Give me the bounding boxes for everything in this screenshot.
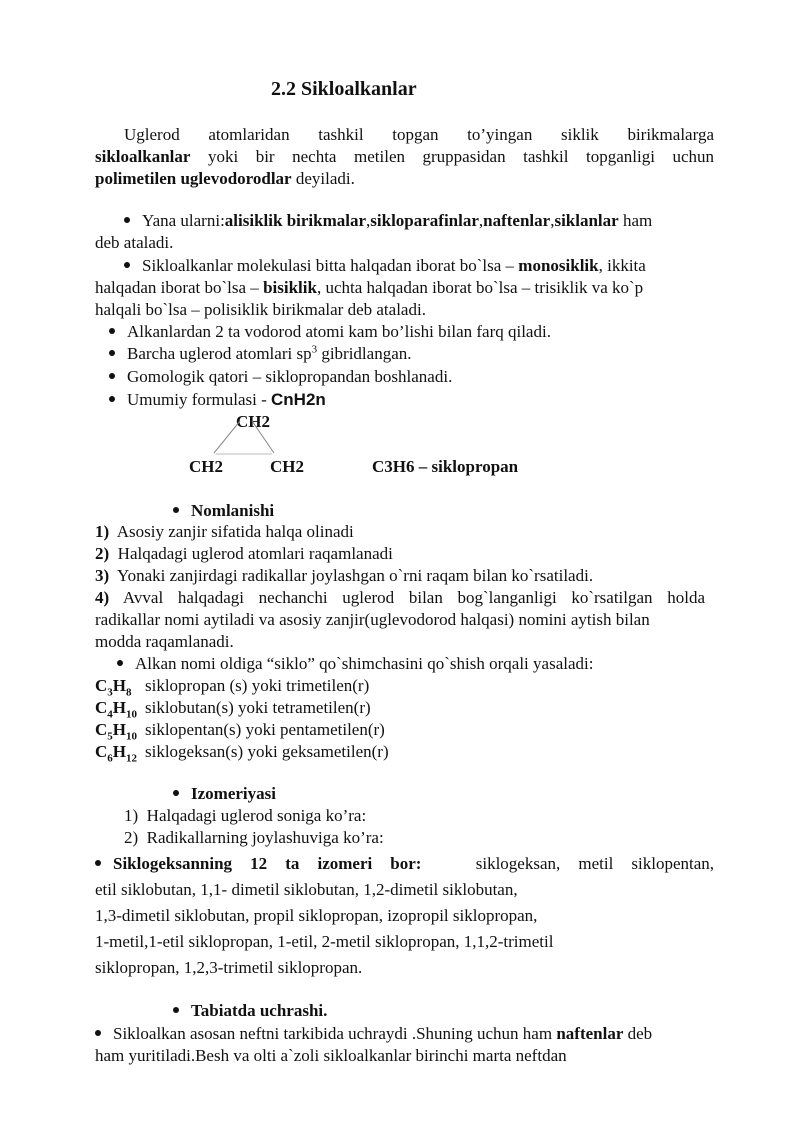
bullet-other-names-cont: deb ataladi. bbox=[95, 233, 174, 252]
general-formula: CnH2n bbox=[271, 390, 326, 409]
naming-siklo-bullet: Alkan nomi oldiga “siklo” qo`shimchasini qo`shish orqali yasaladi: bbox=[117, 653, 593, 675]
isomers-line-5: siklopropan, 1,2,3-trimetil siklopropan. bbox=[95, 958, 363, 977]
term-polimetilen: polimetilen uglevodorodlar bbox=[95, 169, 292, 188]
heading-nomlanishi: Nomlanishi bbox=[173, 500, 274, 522]
naming-rule-4: 4) Avval halqadagi nechanchi uglerod bilan bog`langanligi ko`rsatilgan holda bbox=[95, 588, 705, 607]
formula-row: $C_3H_8$ siklopropan (s) yoki trimetilen(r) bbox=[95, 676, 370, 699]
isomerism-type-2: 2) Radikallarning joylashuviga ko’ra: bbox=[124, 828, 384, 847]
bullet-icon bbox=[109, 396, 115, 402]
naming-rule-3: 3) Yonaki zanjirdagi radikallar joylashgan o`rni raqam bilan ko`rsatiladi. bbox=[95, 566, 594, 585]
bullet-hydrogen: Alkanlardan 2 ta vodorod atomi kam bo’lishi bilan farq qiladi. bbox=[109, 321, 551, 343]
intro-line-2 bbox=[95, 146, 714, 168]
bullet-icon bbox=[117, 660, 123, 666]
nature-line-2: ham yuritiladi.Besh va olti a`zoli sikloalkanlar birinchi marta neftdan bbox=[95, 1046, 567, 1065]
bullet-icon bbox=[109, 350, 115, 356]
page-title: 2.2 Sikloalkanlar bbox=[271, 78, 417, 100]
heading-tabiatda: Tabiatda uchrashi. bbox=[173, 1000, 327, 1022]
naming-rule-1: 1) Asosiy zanjir sifatida halqa olinadi bbox=[95, 522, 354, 541]
structure-right-ch2: CH2 bbox=[270, 457, 304, 476]
bullet-ring-count-line-2: halqadan iborat bo`lsa – bisiklik, uchta halqadan iborat bo`lsa – trisiklik va ko`p bbox=[95, 278, 644, 297]
intro-line-2-text: yoki bir nechta metilen gruppasidan tashkil topganligi uchun bbox=[207, 147, 714, 166]
bullet-icon bbox=[124, 217, 130, 223]
bullet-ring-count: Sikloalkanlar molekulasi bitta halqadan iborat bo`lsa – monosiklik, ikkita bbox=[124, 255, 646, 277]
structure-top-ch2: CH2 bbox=[236, 412, 270, 431]
formula-row: $C_4H_{10}$ siklobutan(s) yoki tetrametilen(r) bbox=[95, 698, 371, 721]
term-sikloalkanlar: sikloalkanlar bbox=[95, 147, 191, 166]
bullet-hybridization: Barcha uglerod atomlari $sp^3$ gibridlangan. bbox=[109, 343, 412, 365]
structure-name: C3H6 – siklopropan bbox=[372, 457, 519, 476]
bullet-icon bbox=[173, 1007, 179, 1013]
bullet-ring-count-line-3: halqali bo`lsa – polisiklik birikmalar deb ataladi. bbox=[95, 300, 426, 319]
naming-rule-4-line-2: radikallar nomi aytiladi va asosiy zanjir(uglevodorod halqasi) nomini aytish bilan bbox=[95, 610, 650, 629]
bullet-icon bbox=[109, 328, 115, 334]
formula-row: $C_6H_{12}$ siklogeksan(s) yoki geksametilen(r) bbox=[95, 742, 389, 765]
cyclopropane-ring-lines bbox=[212, 417, 276, 457]
bullet-icon bbox=[109, 373, 115, 379]
bullet-formula: Umumiy formulasi - CnH2n bbox=[109, 389, 326, 411]
intro-line-1: Uglerod atomlaridan tashkil topgan to’yingan siklik birikmalarga bbox=[124, 125, 714, 144]
bullet-icon bbox=[95, 860, 101, 866]
structure-left-ch2: CH2 bbox=[189, 457, 223, 476]
isomers-line-4: 1-metil,1-etil siklopropan, 1-etil, 2-metil siklopropan, 1,1,2-trimetil bbox=[95, 932, 554, 951]
isomerism-type-1: 1) Halqadagi uglerod soniga ko’ra: bbox=[124, 806, 367, 825]
bullet-other-names: Yana ularni:alisiklik birikmalar,sikloparafinlar,naftenlar,siklanlar ham bbox=[124, 210, 652, 232]
isomers-line-2: etil siklobutan, 1,1- dimetil siklobutan, 1,2-dimetil siklobutan, bbox=[95, 880, 518, 899]
bullet-icon bbox=[124, 262, 130, 268]
intro-line-3-text: deyiladi. bbox=[295, 169, 355, 188]
bullet-icon bbox=[95, 1030, 101, 1036]
naming-rule-4-line-3: modda raqamlanadi. bbox=[95, 632, 234, 651]
naming-rule-2: 2) Halqadagi uglerod atomlari raqamlanadi bbox=[95, 544, 393, 563]
bullet-icon bbox=[173, 790, 179, 796]
nature-line-1: Sikloalkan asosan neftni tarkibida uchraydi .Shuning uchun ham naftenlar deb bbox=[95, 1023, 652, 1045]
bullet-icon bbox=[173, 507, 179, 513]
isomers-line-1: Siklogeksanning 12 ta izomeri bor: siklogeksan, metil siklopentan, bbox=[95, 853, 714, 875]
bullet-homolog: Gomologik qatori – siklopropandan boshlanadi. bbox=[109, 366, 452, 388]
heading-izomeriyasi: Izomeriyasi bbox=[173, 783, 276, 805]
isomers-line-3: 1,3-dimetil siklobutan, propil siklopropan, izopropil siklopropan, bbox=[95, 906, 538, 925]
intro-line-3 bbox=[95, 168, 355, 190]
formula-row: $C_5H_{10}$ siklopentan(s) yoki pentametilen(r) bbox=[95, 720, 385, 743]
